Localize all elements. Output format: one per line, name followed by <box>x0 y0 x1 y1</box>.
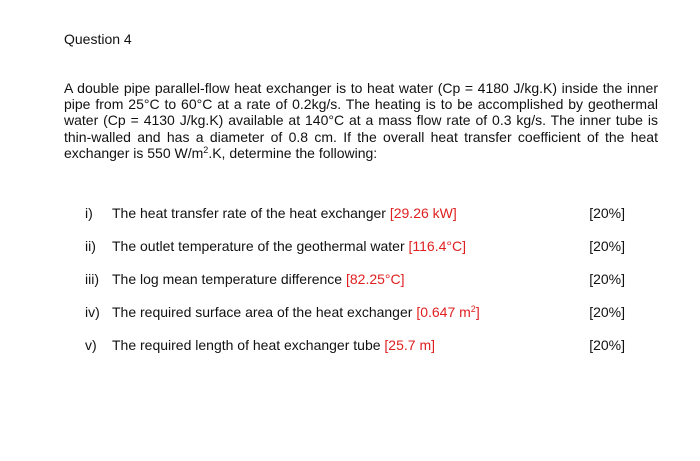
question-title: Question 4 <box>64 31 132 47</box>
item-mark: [20%] <box>589 271 625 287</box>
item-answer: [116.4°C] <box>408 238 466 254</box>
item-mark: [20%] <box>589 205 625 221</box>
item-mark: [20%] <box>589 337 625 353</box>
item-number: i) <box>85 205 93 221</box>
item-text: The outlet temperature of the geothermal water <box>112 238 405 254</box>
question-paragraph <box>64 80 658 161</box>
item-number: iii) <box>85 271 99 287</box>
item-answer: [25.7 m] <box>384 337 436 353</box>
paragraph-text-2: .K, determine the following: <box>208 144 378 161</box>
item-mark: [20%] <box>589 238 625 254</box>
item-text: The log mean temperature difference <box>112 271 343 287</box>
answer-bracket: ] <box>475 304 480 320</box>
item-5 <box>85 337 625 370</box>
item-2 <box>85 238 625 271</box>
question-items <box>85 205 625 370</box>
item-text: The required length of heat exchanger tube <box>112 337 381 353</box>
item-text: The heat transfer rate of the heat exchanger <box>112 205 386 221</box>
item-1 <box>85 205 625 238</box>
item-number: ii) <box>85 238 96 254</box>
item-number: v) <box>85 337 97 353</box>
paragraph-text-1: A double pipe parallel-flow heat exchanger is to heat water (Cp = 4180 J/kg.K) inside the inner pipe from 25°C to 60°C at a rate of 0.2kg/s. The heating is to be accomplished by geothermal water (Cp = 4130 J/kg.K) available at 140°C at a mass flow rate of 0.3 kg/s. The inner tube is thin-walled and has a diameter of 0.8 cm. If the overall heat transfer coefficient of the heat exchanger is 550 W/m <box>64 80 658 161</box>
item-answer: [82.25°C] <box>346 271 405 287</box>
item-3 <box>85 271 625 304</box>
item-mark: [20%] <box>589 304 625 320</box>
item-text: The required surface area of the heat exchanger <box>112 304 413 320</box>
paragraph-superscript: 2 <box>203 144 209 155</box>
item-answer: [29.26 kW] <box>389 205 457 221</box>
item-number: iv) <box>85 304 100 320</box>
item-answer <box>416 304 479 320</box>
answer-text: [0.647 m <box>416 304 471 320</box>
item-4 <box>85 304 625 337</box>
answer-superscript: 2 <box>470 304 476 314</box>
